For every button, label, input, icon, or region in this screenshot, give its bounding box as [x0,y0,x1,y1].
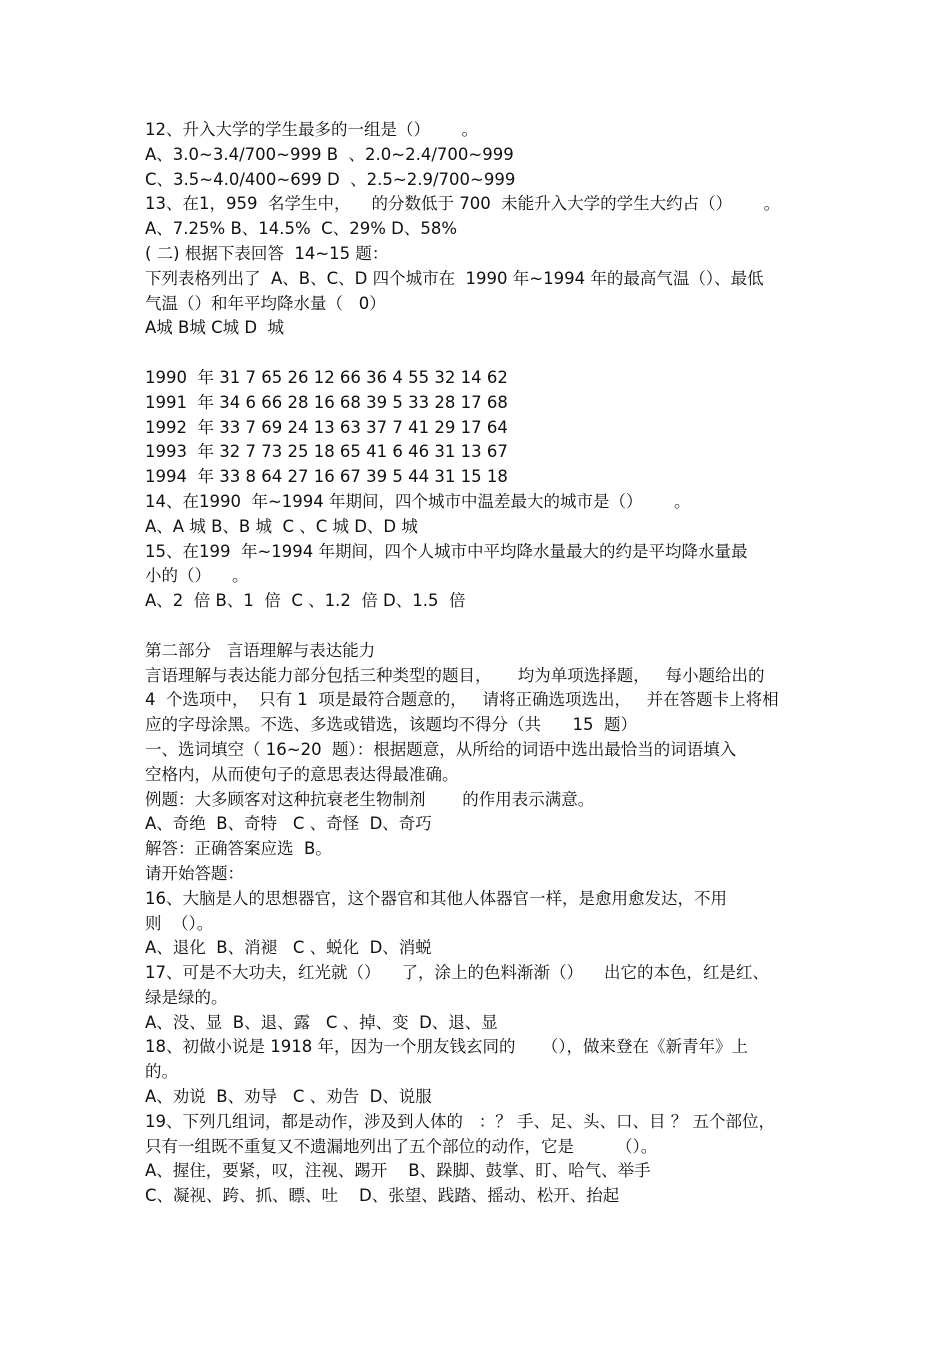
text-line: A、7.25% B、14.5% C、29% D、58% [145,219,457,239]
text-line: 绿是绿的。 [145,987,228,1007]
text-line: ( 二) 根据下表回答 14~15 题： [145,243,389,263]
text-line: 15、在199 年~1994 年期间，四个人城市中平均降水量最大的约是平均降水量最 [145,541,748,561]
text-line: 14、在1990 年~1994 年期间，四个城市中温差最大的城市是（） 。 [145,491,691,511]
text-line: 小的（） 。 [145,566,249,586]
text-line: A、握住，要紧，叹，注视、踢开 B、跺脚、鼓掌、盯、哈气、举手 [145,1161,651,1181]
text-line: 1990 年 31 7 65 26 12 66 36 4 55 32 14 62 [145,367,508,387]
text-line: C、凝视、跨、抓、瞟、吐 D、张望、践踏、摇动、松开、抬起 [145,1186,620,1206]
text-line: A城 B城 C城 D 城 [145,318,285,338]
text-line: 言语理解与表达能力部分包括三种类型的题目， 均为单项选择题， 每小题给出的 [145,665,765,685]
text-line: 下列表格列出了 A、B、C、D 四个城市在 1990 年~1994 年的最高气温（）、最低 [145,268,764,288]
text-line: A、3.0~3.4/700~999 B 、2.0~2.4/700~999 [145,144,514,164]
text-line: 12、升入大学的学生最多的一组是（） 。 [145,120,478,139]
text-line: 只有一组既不重复又不遗漏地列出了五个部位的动作，它是 （）。 [145,1136,658,1156]
text-line: 1992 年 33 7 69 24 13 63 37 7 41 29 17 64 [145,417,508,437]
text-line: 的。 [145,1062,178,1082]
text-line: 1993 年 32 7 73 25 18 65 41 6 46 31 13 67 [145,442,508,462]
text-line: A、退化 B、消褪 C 、蜕化 D、消蜕 [145,938,432,958]
text-line: 16、大脑是人的思想器官，这个器官和其他人体器官一样，是愈用愈发达，不用 [145,888,727,908]
text-line: A、劝说 B、劝导 C 、劝告 D、说服 [145,1087,432,1107]
text-line: 一、选词填空（ 16~20 题）：根据题意，从所给的词语中选出最恰当的词语填入 [145,739,737,759]
text-line: C、3.5~4.0/400~699 D 、2.5~2.9/700~999 [145,169,516,189]
text-line: 13、在1，959 名学生中， 的分数低于 700 未能升入大学的学生大约占（） 。 [145,194,781,214]
document-body [145,118,825,1209]
text-line: 例题：大多顾客对这种抗衰老生物制剂 的作用表示满意。 [145,789,595,809]
text-line: 1991 年 34 6 66 28 16 68 39 5 33 28 17 68 [145,392,508,412]
text-line: A、2 倍 B、1 倍 C 、1.2 倍 D、1.5 倍 [145,591,466,611]
text-line: 请开始答题： [145,863,244,883]
text-line: 4 个选项中， 只有 1 项是最符合题意的， 请将正确选项选出， 并在答题卡上将相 [145,690,779,710]
text-line: 则 （）。 [145,913,214,933]
text-line: 解答：正确答案应选 B。 [145,839,332,859]
text-line: 1994 年 33 8 64 27 16 67 39 5 44 31 15 18 [145,467,508,487]
text-line: 空格内，从而使句子的意思表达得最准确。 [145,764,459,784]
text-line: A、奇绝 B、奇特 C 、奇怪 D、奇巧 [145,814,432,834]
text-line: 第二部分 言语理解与表达能力 [145,640,376,660]
text-line: 气温（）和年平均降水量（ 0） [145,293,386,313]
text-line: 18、初做小说是 1918 年，因为一个朋友钱玄同的 （），做来登在《新青年》上 [145,1037,748,1057]
blank-line [145,614,825,639]
text-line: 17、可是不大功夫，红光就（） 了，涂上的色料渐渐（） 出它的本色，红是红、 [145,963,769,983]
text-line: 19、下列几组词，都是动作，涉及到人体的 ：？ 手、足、头、口、目 ？ 五个部位， [145,1111,775,1131]
blank-line [145,341,825,366]
text-line: 应的字母涂黑。不选、多选或错选，该题均不得分（共 15 题） [145,715,637,735]
text-line: A、没、显 B、退、露 C 、掉、变 D、退、显 [145,1012,498,1032]
text-line: A、A 城 B、B 城 C 、C 城 D、D 城 [145,516,418,536]
